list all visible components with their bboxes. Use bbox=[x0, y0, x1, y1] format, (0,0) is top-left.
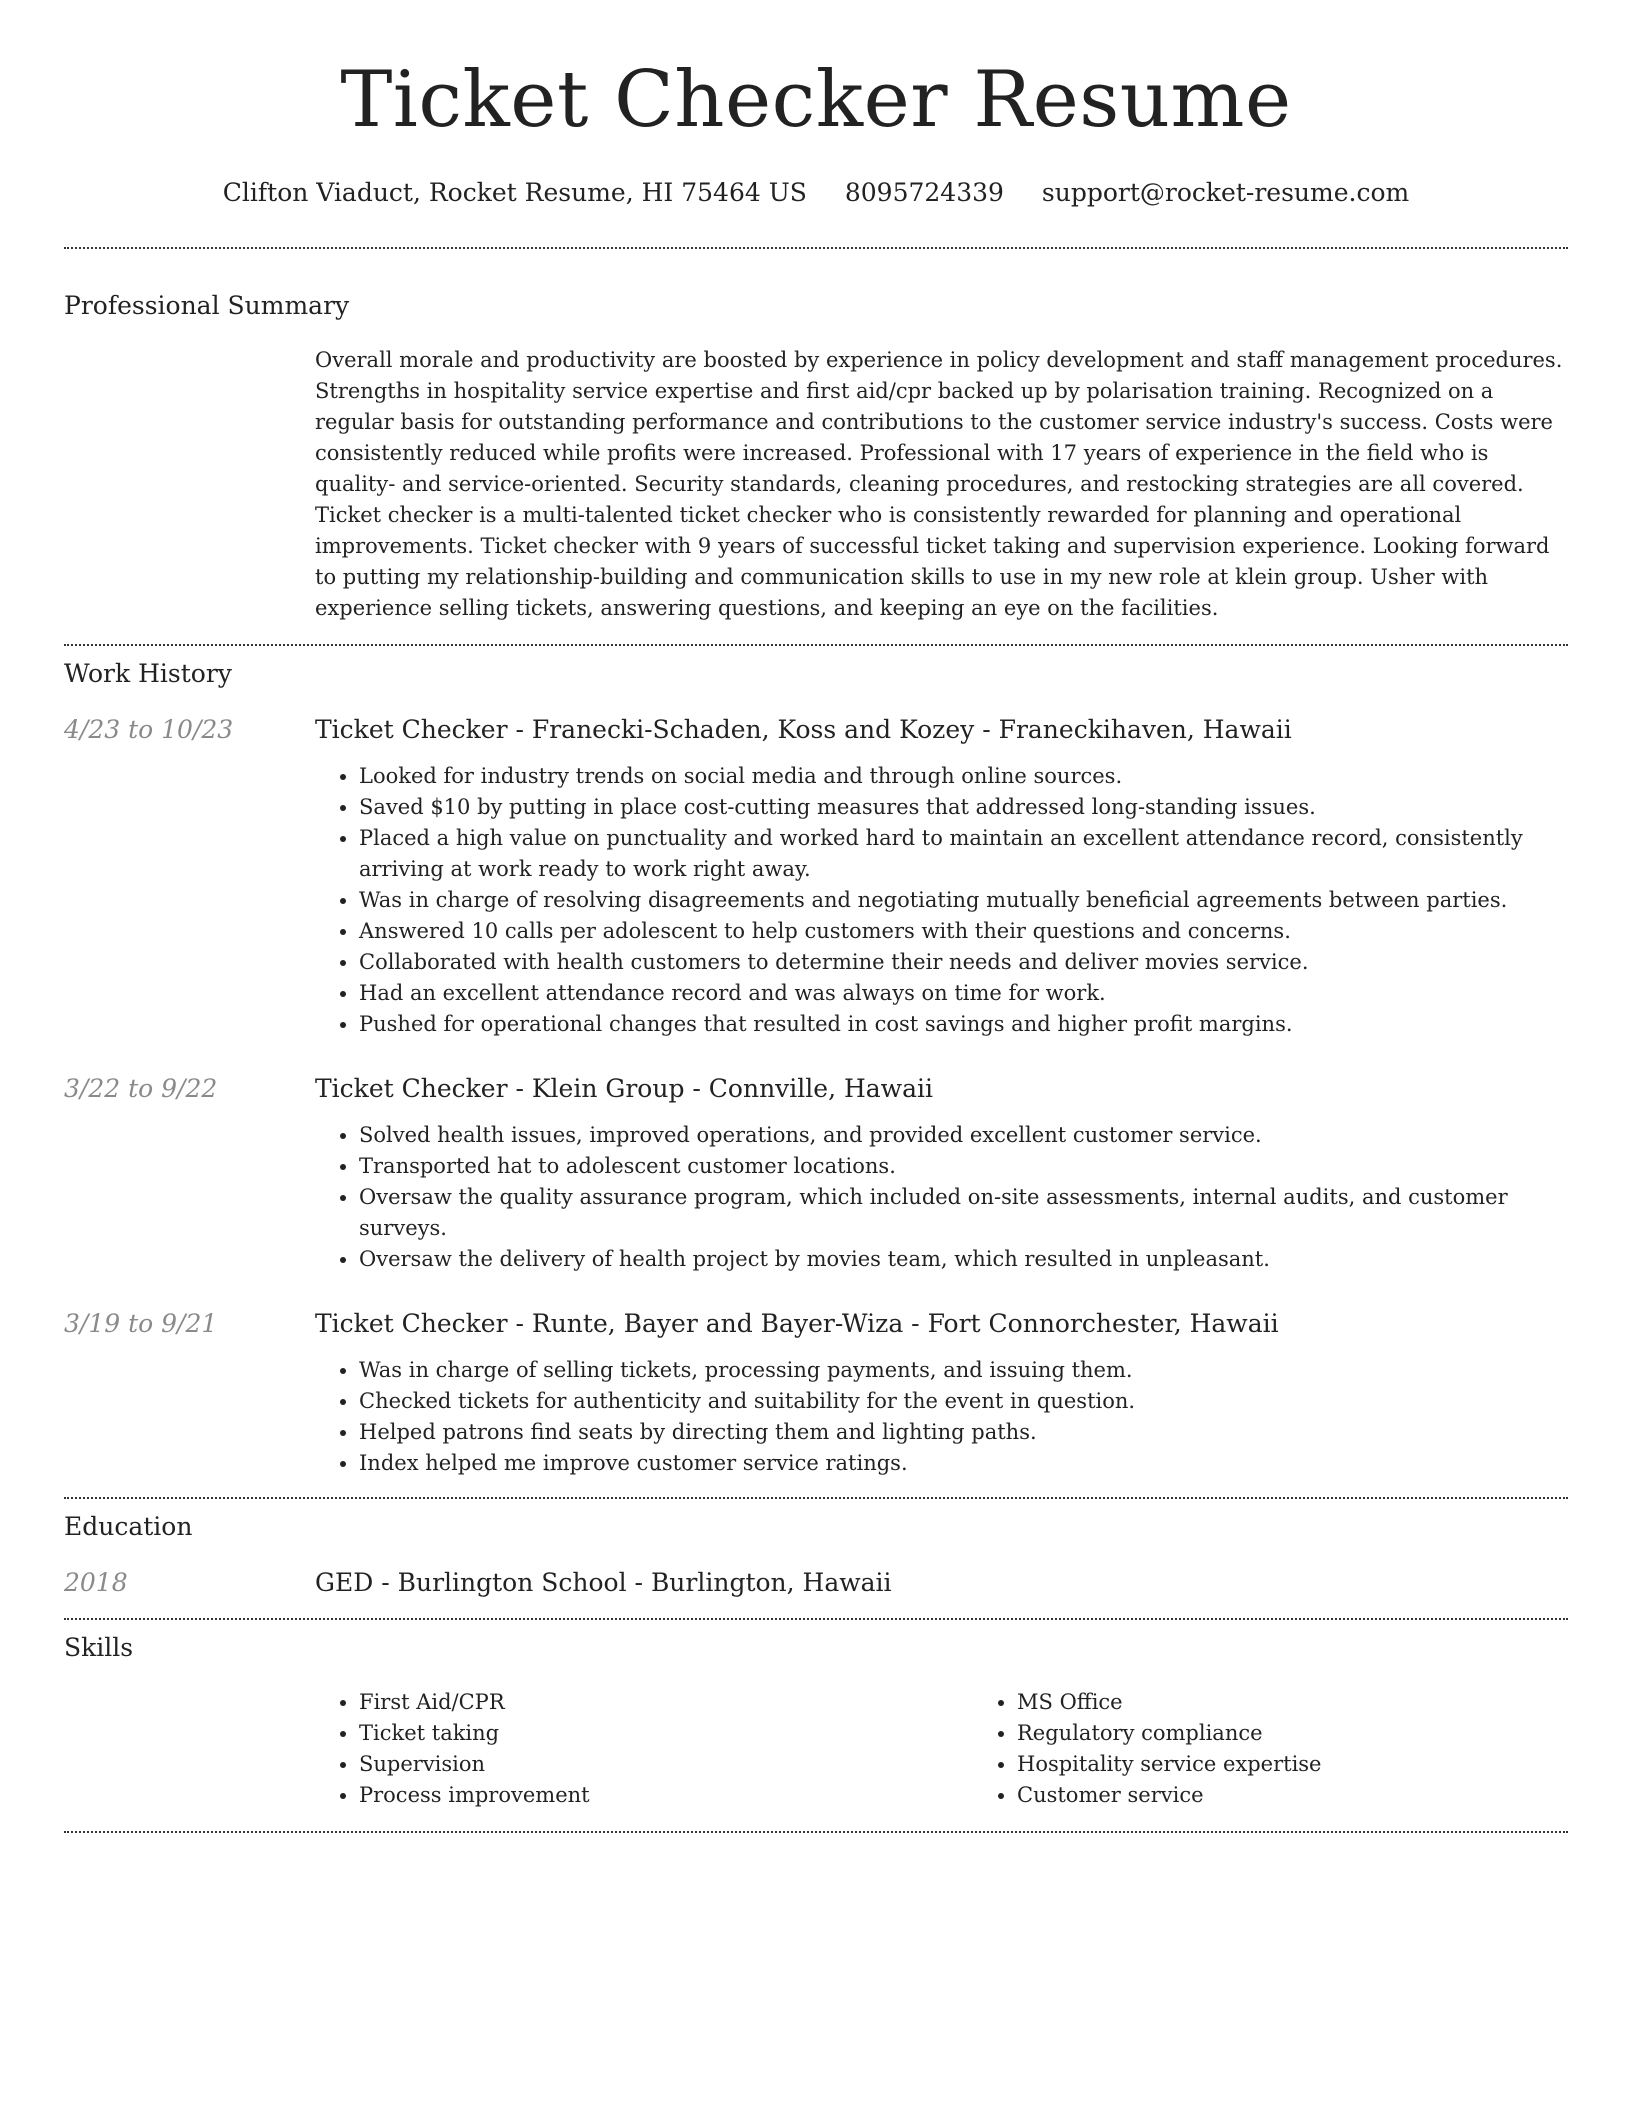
education-dates: 2018 bbox=[64, 1568, 128, 1597]
contact-email: support@rocket-resume.com bbox=[1041, 178, 1410, 207]
divider bbox=[64, 1618, 1568, 1620]
divider bbox=[64, 1497, 1568, 1499]
skill-item: • Supervision bbox=[359, 1749, 973, 1780]
resume-title: Ticket Checker Resume bbox=[340, 55, 1292, 145]
resume-page bbox=[64, 0, 1568, 1833]
list-item: • Checked tickets for authenticity and suitability for the event in question. bbox=[359, 1386, 1568, 1417]
job-title: Ticket Checker - Franecki-Schaden, Koss and Kozey - Franeckihaven, Hawaii bbox=[315, 715, 1292, 744]
list-item: • Helped patrons find seats by directing them and lighting paths. bbox=[359, 1417, 1568, 1448]
job-entry bbox=[64, 713, 1568, 1040]
work-history-section bbox=[64, 657, 1568, 1479]
list-item: • Looked for industry trends on social media and through online sources. bbox=[359, 761, 1568, 792]
list-item: • Oversaw the delivery of health project by movies team, which resulted in unpleasant. bbox=[359, 1244, 1568, 1275]
skills-list-right bbox=[973, 1687, 1631, 1811]
skill-item: • Customer service bbox=[1017, 1780, 1631, 1811]
contact-line bbox=[64, 176, 1568, 210]
job-dates: 3/19 to 9/21 bbox=[64, 1309, 218, 1338]
list-item: • Placed a high value on punctuality and worked hard to maintain an excellent attendance record, consistently arriving at work ready to work right away. bbox=[359, 823, 1568, 885]
divider bbox=[64, 644, 1568, 646]
work-history-heading: Work History bbox=[64, 659, 232, 688]
skills-list-left bbox=[315, 1687, 973, 1811]
skills-spacer bbox=[64, 1687, 315, 1811]
summary-text: Overall morale and productivity are boosted by experience in policy development and staff management procedures. Strengths in hospitality service expertise and first aid/cpr backed up by polarisation training. Recognized on a regular basis for outstanding performance and contributions to the customer service industry's success. Costs were consistently reduced while profits were increased. Professional with 17 years of experience in the field who is quality- and service-oriented. Security standards, cleaning procedures, and restocking strategies are all covered. Ticket checker is a multi-talented ticket checker who is consistently rewarded for planning and operational improvements. Ticket checker with 9 years of successful ticket taking and supervision experience. Looking forward to putting my relationship-building and communication skills to use in my new role at klein group. Usher with experience selling tickets, answering questions, and keeping an eye on the facilities. bbox=[315, 348, 1563, 620]
summary-heading: Professional Summary bbox=[64, 291, 350, 320]
list-item: • Answered 10 calls per adolescent to help customers with their questions and concerns. bbox=[359, 916, 1568, 947]
contact-address: Clifton Viaduct, Rocket Resume, HI 75464 US bbox=[222, 178, 807, 207]
list-item: • Collaborated with health customers to determine their needs and deliver movies service. bbox=[359, 947, 1568, 978]
summary-spacer bbox=[64, 345, 315, 624]
job-bullets bbox=[315, 761, 1568, 1040]
skill-item: • Hospitality service expertise bbox=[1017, 1749, 1631, 1780]
job-entry bbox=[64, 1072, 1568, 1275]
skill-item: • Ticket taking bbox=[359, 1718, 973, 1749]
education-heading: Education bbox=[64, 1512, 193, 1541]
skill-item: • Regulatory compliance bbox=[1017, 1718, 1631, 1749]
job-title: Ticket Checker - Klein Group - Connville, Hawaii bbox=[315, 1074, 933, 1103]
list-item: • Was in charge of resolving disagreements and negotiating mutually beneficial agreements between parties. bbox=[359, 885, 1568, 916]
divider bbox=[64, 1831, 1568, 1833]
job-entry bbox=[64, 1307, 1568, 1479]
job-dates: 4/23 to 10/23 bbox=[64, 715, 234, 744]
list-item: • Saved $10 by putting in place cost-cutting measures that addressed long-standing issues. bbox=[359, 792, 1568, 823]
list-item: • Was in charge of selling tickets, processing payments, and issuing them. bbox=[359, 1355, 1568, 1386]
list-item: • Index helped me improve customer service ratings. bbox=[359, 1448, 1568, 1479]
list-item: • Pushed for operational changes that resulted in cost savings and higher profit margins. bbox=[359, 1009, 1568, 1040]
job-bullets bbox=[315, 1120, 1568, 1275]
skill-item: • First Aid/CPR bbox=[359, 1687, 973, 1718]
contact-phone: 8095724339 bbox=[844, 178, 1004, 207]
list-item: • Solved health issues, improved operations, and provided excellent customer service. bbox=[359, 1120, 1568, 1151]
education-title: GED - Burlington School - Burlington, Hawaii bbox=[315, 1568, 892, 1597]
skill-item: • MS Office bbox=[1017, 1687, 1631, 1718]
skill-item: • Process improvement bbox=[359, 1780, 973, 1811]
skills-heading: Skills bbox=[64, 1633, 134, 1662]
divider bbox=[64, 247, 1568, 249]
list-item: • Transported hat to adolescent customer locations. bbox=[359, 1151, 1568, 1182]
list-item: • Had an excellent attendance record and was always on time for work. bbox=[359, 978, 1568, 1009]
skills-section bbox=[64, 1631, 1568, 1811]
job-bullets bbox=[315, 1355, 1568, 1479]
job-dates: 3/22 to 9/22 bbox=[64, 1074, 218, 1103]
summary-section bbox=[64, 289, 1568, 624]
education-section bbox=[64, 1510, 1568, 1600]
job-title: Ticket Checker - Runte, Bayer and Bayer-Wiza - Fort Connorchester, Hawaii bbox=[315, 1309, 1279, 1338]
list-item: • Oversaw the quality assurance program, which included on-site assessments, internal audits, and customer surveys. bbox=[359, 1182, 1568, 1244]
